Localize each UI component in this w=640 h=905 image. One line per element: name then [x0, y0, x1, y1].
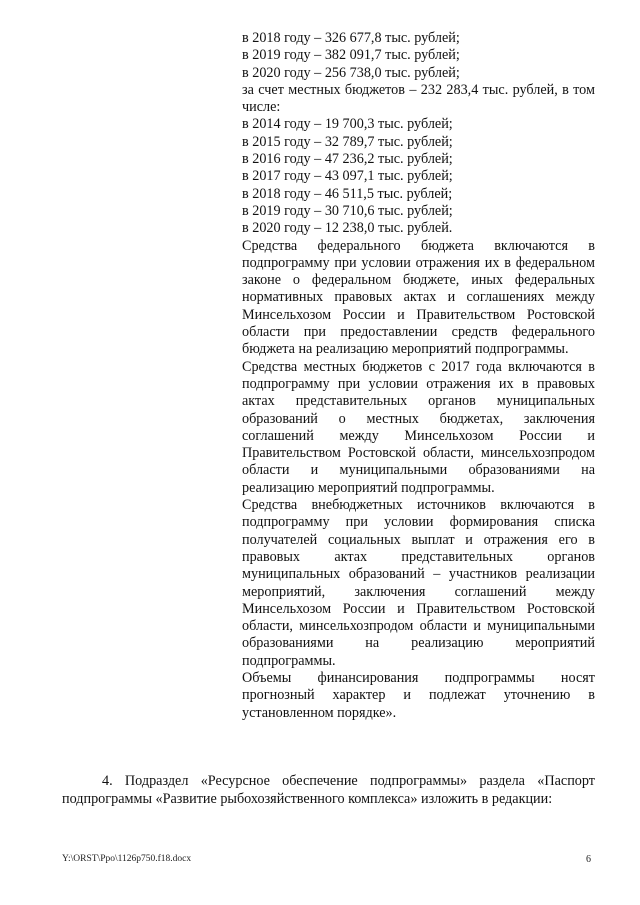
- line-2019-total: в 2019 году – 382 091,7 тыс. рублей;: [242, 47, 460, 64]
- paragraph-federal-funds: Средства федерального бюджета включаются в подпрограмму при условии отражения их в федеральном законе о федеральном бюджете, иных федеральных нормативных правовых актах и соглашениях между Минсельхозом России и Правительством Ростовской области при предоставлении средств федерального бюджета на реализацию мероприятий подпрограммы.: [242, 237, 595, 358]
- passport-resources-column: [242, 30, 595, 722]
- line-local-2020: в 2020 году – 12 238,0 тыс. рублей.: [242, 220, 453, 237]
- line-local-2014: в 2014 году – 19 700,3 тыс. рублей;: [242, 116, 453, 133]
- line-2018-total: в 2018 году – 326 677,8 тыс. рублей;: [242, 30, 460, 46]
- local-budget-intro: за счет местных бюджетов – 232 283,4 тыс. рублей, в том числе:: [242, 81, 595, 116]
- line-local-2018: в 2018 году – 46 511,5 тыс. рублей;: [242, 185, 453, 202]
- amendment-item-4: 4. Подраздел «Ресурсное обеспечение подпрограммы» раздела «Паспорт подпрограммы «Развитие рыбохозяйственного комплекса» изложить в редакции:: [62, 773, 595, 807]
- paragraph-local-funds: Средства местных бюджетов с 2017 года включаются в подпрограмму при условии отражения их в правовых актах представительных органов муниципальных образований о местных бюджетах, заключения соглашений между Минсельхозом России и Правительством Ростовской области, минсельхозпродом области и муниципальными образованиями на реализацию мероприятий подпрограммы.: [242, 358, 595, 496]
- line-local-2015: в 2015 году – 32 789,7 тыс. рублей;: [242, 133, 453, 150]
- line-local-2017: в 2017 году – 43 097,1 тыс. рублей;: [242, 168, 453, 185]
- footer-file-path: Y:\ORST\Ppo\1126p750.f18.docx: [62, 854, 192, 864]
- line-local-2019: в 2019 году – 30 710,6 тыс. рублей;: [242, 202, 453, 219]
- line-2020-total: в 2020 году – 256 738,0 тыс. рублей;: [242, 64, 460, 81]
- line-local-2016: в 2016 году – 47 236,2 тыс. рублей;: [242, 151, 453, 168]
- page-number: 6: [586, 854, 591, 865]
- paragraph-funding-volumes: Объемы финансирования подпрограммы носят прогнозный характер и подлежат уточнению в установленном порядке».: [242, 669, 595, 721]
- paragraph-offbudget-funds: Средства внебюджетных источников включаются в подпрограмму при условии формирования списка получателей социальных выплат и отражения его в правовых актах представительных органов муниципальных образований – участников реализации мероприятий, заключения соглашений между Минсельхозом России и Правительством Ростовской области, минсельхозпродом области и муниципальными образованиями на реализацию мероприятий подпрограммы.: [242, 497, 595, 669]
